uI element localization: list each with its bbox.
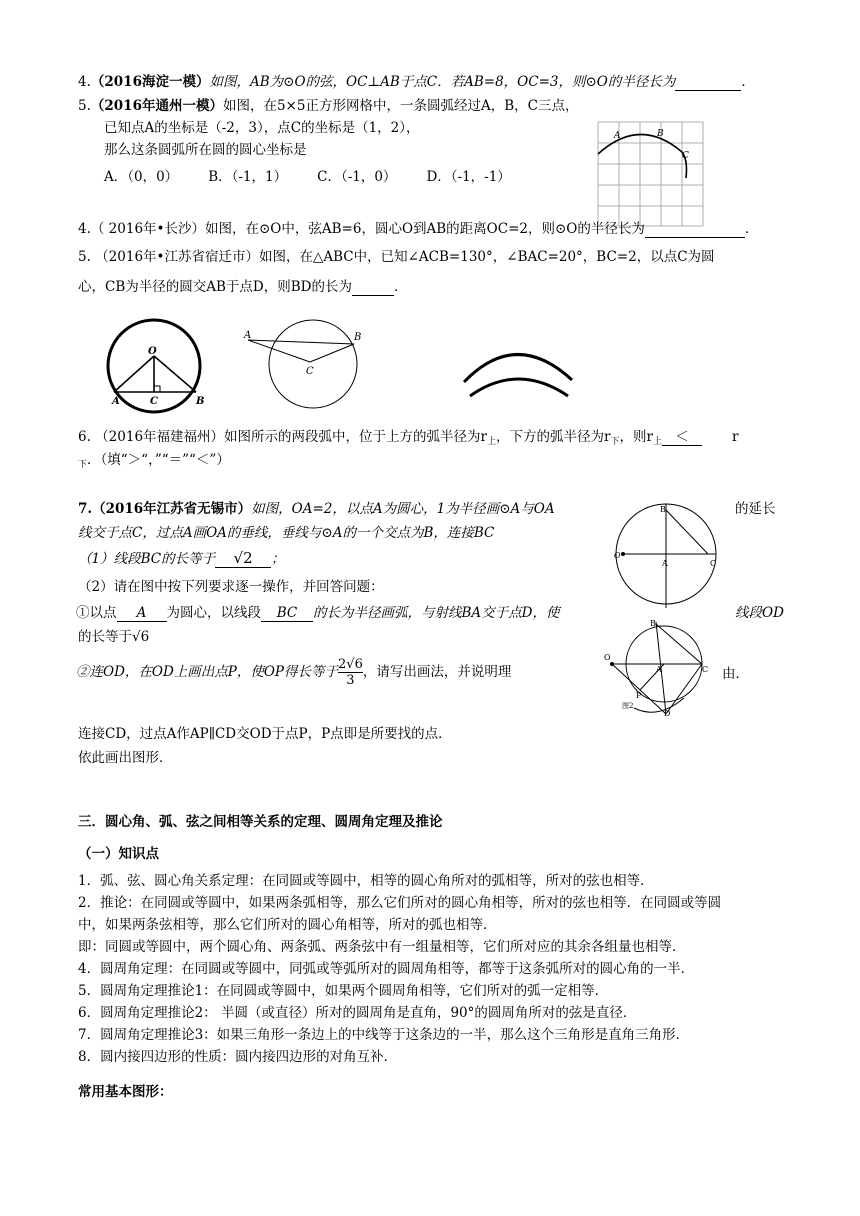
list-item: 8．圆内接四边形的性质：圆内接四边形的对角互补． [78, 1049, 398, 1065]
label-a: A [614, 131, 621, 141]
list-item: 即：同圆或等圆中，两个圆心角、两条弧、两条弦中有一组量相等，它们所对应的其余各组量也相等． [78, 939, 686, 955]
list-item: 1．弧、弦、圆心角关系定理：在同圆或等圆中，相等的圆心角所对的弧相等，所对的弦也相等． [78, 873, 654, 889]
option-a: A．（0，0） [104, 169, 179, 185]
list-item: 2．推论：在同圆或等圆中，如果两条弧相等，那么它们所对的圆心角相等，所对的弦也相等．在同圆或等圆 [78, 895, 722, 911]
list-item: 6．圆周角定理推论2： 半圆（或直径）所对的圆周角是直角，90°的圆周角所对的弦是直径． [78, 1005, 637, 1021]
option-c: C．（-1，0） [317, 169, 397, 185]
circle-chord-figure [100, 316, 212, 416]
label-b: B [650, 619, 656, 628]
problem-4b: 4.（ 2016年•长沙）如图，在⊙O中，弦AB=6，圆心O到AB的距离OC=2，则⊙O的半径长为 ． [78, 221, 759, 237]
problem-6-line1: 6. （2016年福建福州）如图所示的两段弧中，位于上方的弧半径为$r_上$，下方的弧半径为$r_下$，则$r_上 < r$ [78, 425, 738, 447]
circle-triangle-figure [236, 318, 366, 418]
knowledge-list [78, 870, 721, 1068]
problem-7-step2: ②连OD，在OD上画出点P，使OP得长等于 $\frac{2√6}{3}$ ，请写出画法，并说明理 [76, 657, 512, 688]
problem-5a-line2: 已知点A的坐标是（-2，3），点C的坐标是（1，2）， [104, 120, 420, 136]
section-subtitle: （一）知识点 [78, 846, 159, 862]
problem-5b-line1: 5. （2016年•江苏省宿迁市）如图，在△ABC中，已知∠ACB=130°，∠BAC=20°，BC=2，以点C为圆 [78, 249, 715, 265]
label-o: O [148, 346, 157, 357]
answer-blank [675, 74, 741, 91]
problem-5b-line2: 心，CB为半径的圆交AB于点D，则BD的长为 ． [78, 279, 408, 295]
problem-7-step1-line2: 的长等于√6 [78, 629, 150, 645]
problem-7-q2: （2）请在图中按下列要求逐一操作，并回答问题： [78, 579, 384, 595]
circle-a-construction-figure [604, 616, 716, 718]
label-b: B [657, 129, 664, 139]
label-c: C [682, 151, 689, 161]
problem-7-step2-end: 由． [722, 666, 749, 682]
label-c: C [306, 366, 314, 377]
list-item: 5．圆周角定理推论1：在同圆或等圆中，如果两个圆周角相等，它们所对的弧一定相等． [78, 983, 609, 999]
list-item: 中，如果两条弦相等，那么它们所对的圆心角相等，所对的弧也相等． [78, 917, 497, 933]
problem-7-answer-1: 连接CD，过点A作AP∥CD交OD于点P，P点即是所要找的点． [78, 726, 452, 742]
label-a: A [112, 396, 120, 407]
option-d: D．（-1，-1） [426, 169, 511, 185]
problem-5a-line3: 那么这条圆弧所在圆的圆心坐标是 [104, 142, 307, 158]
answer-blank [645, 221, 745, 238]
label-b: B [660, 505, 666, 514]
answer: BC [261, 605, 313, 622]
fraction: $\frac{2√6}{3}$ [338, 657, 363, 688]
label-o: O [614, 551, 621, 560]
footer-label: 常用基本图形： [78, 1084, 173, 1100]
problem-7-q1: （1）线段BC的长等于 √2 ； [78, 549, 285, 567]
label-a: A [244, 330, 252, 341]
problem-7-line1-end: 的延长 [735, 501, 776, 517]
problem-6-line2: $_下$．（填“＞“，”“＝”“＜”） [78, 452, 230, 470]
label-c: C [150, 396, 158, 407]
label-c: C [702, 665, 709, 674]
problem-7-line2: 线交于点C，过点A画OA的垂线，垂线与⊙A的一个交点为B，连接BC [78, 525, 495, 541]
two-arcs-figure [458, 334, 578, 400]
label-a: A [662, 559, 668, 568]
problem-4a: 4.（2016海淀一模）如图，AB为⊙O的弦，OC⊥AB于点C．若AB=8，OC=3，则⊙O的半径长为 ． [78, 74, 755, 90]
problem-5a-options [104, 165, 511, 185]
problem-5a-line1: 5.（2016年通州一模）如图，在5×5正方形网格中，一条圆弧经过A，B，C三点， [78, 98, 579, 114]
answer: √2 [215, 549, 271, 568]
label-o: O [604, 653, 611, 662]
problem-7-line1: 7.（2016年江苏省无锡市）如图，OA=2，以点A为圆心，1为半径画⊙A与OA [78, 501, 555, 517]
list-item: 4．圆周角定理：在同圆或等圆中，同弧或等弧所对的圆周角相等，都等于这条弧所对的圆心角的一半． [78, 961, 695, 977]
grid-arc-figure [590, 118, 720, 230]
list-item: 7．圆周角定理推论3：如果三角形一条边上的中线等于这条边的一半，那么这个三角形是直角三角形． [78, 1027, 690, 1043]
label-b: B [196, 396, 205, 407]
problem-7-step1-end: 线段OD [735, 605, 784, 621]
label-b: B [354, 332, 362, 343]
problem-7-step1: ①以点 A 为圆心，以线段 BC 的长为半径画弧，与射线BA交于点D，使 [76, 605, 560, 621]
section-title: 三．圆心角、弧、弦之间相等关系的定理、圆周角定理及推论 [78, 814, 443, 830]
label-d: D [664, 709, 671, 718]
label-c: C [710, 559, 717, 568]
figure-caption: 图2 [622, 702, 634, 710]
circle-a-figure [612, 500, 722, 610]
option-b: B．（-1，1） [208, 169, 288, 185]
problem-7-answer-2: 依此画出图形． [78, 750, 173, 766]
label-p: P [636, 691, 642, 700]
answer: ＜ [662, 425, 702, 446]
answer-blank [352, 279, 394, 296]
label-a: A [656, 665, 662, 674]
answer: A [117, 605, 167, 622]
